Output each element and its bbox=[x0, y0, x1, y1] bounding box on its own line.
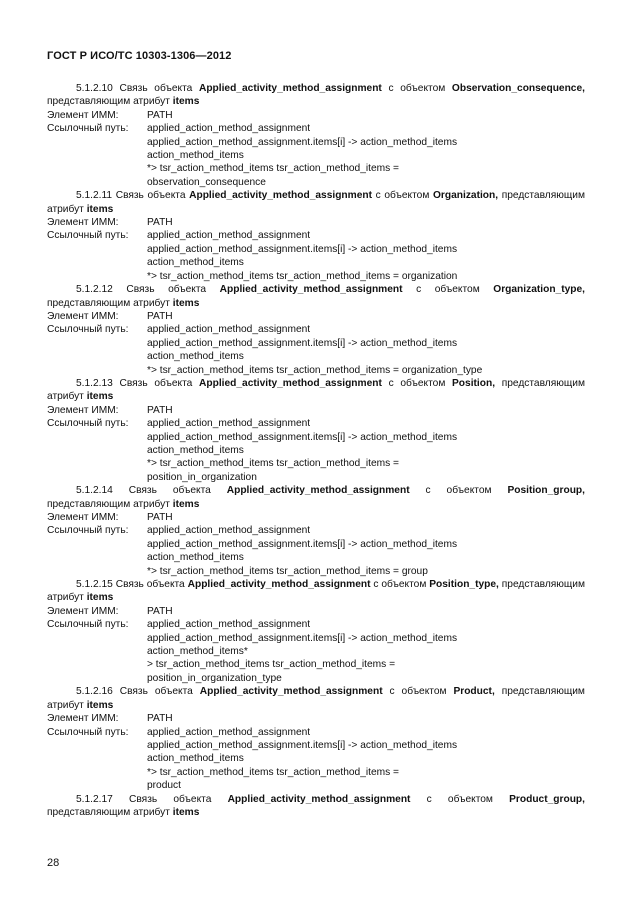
path-row bbox=[47, 431, 585, 444]
path-line: position_in_organization bbox=[147, 471, 257, 483]
section-attr: items bbox=[86, 699, 114, 711]
path-row bbox=[47, 337, 585, 350]
path-line: applied_action_method_assignment.items[i] -> action_method_items bbox=[147, 632, 458, 644]
imm-value: PATH bbox=[147, 512, 173, 523]
section-num: 5.1.2.14 bbox=[76, 485, 113, 497]
path-row bbox=[47, 176, 585, 189]
section-num: 5.1.2.11 bbox=[76, 190, 113, 202]
section-attr: items bbox=[172, 806, 200, 818]
path-line: product bbox=[147, 780, 181, 792]
path-label-spacer bbox=[47, 431, 147, 444]
section-heading bbox=[47, 82, 585, 109]
path-label-spacer bbox=[47, 350, 147, 363]
imm-value: PATH bbox=[147, 404, 173, 416]
section-pre: Связь объекта bbox=[119, 83, 193, 94]
section-heading bbox=[47, 685, 585, 712]
path-label-spacer bbox=[47, 270, 147, 283]
section-post: представляющим атрибут bbox=[47, 96, 170, 108]
imm-label: Элемент ИММ: bbox=[47, 404, 119, 416]
path-row bbox=[47, 538, 585, 551]
document-body bbox=[47, 82, 585, 819]
section-target: Product, bbox=[453, 686, 495, 698]
path-line: applied_action_method_assignment.items[i] -> action_method_items bbox=[147, 337, 458, 349]
section-pre: Связь объекта bbox=[128, 485, 211, 497]
section-pre: Связь объекта bbox=[126, 284, 207, 296]
path-row bbox=[47, 779, 585, 792]
imm-row bbox=[47, 605, 585, 618]
path-row bbox=[47, 162, 585, 175]
imm-row bbox=[47, 712, 585, 725]
path-label-spacer bbox=[47, 672, 147, 685]
path-line: *> tsr_action_method_items tsr_action_method_items = group bbox=[147, 565, 428, 577]
path-label-spacer bbox=[47, 658, 147, 671]
imm-row bbox=[47, 511, 585, 524]
page-number: 28 bbox=[47, 857, 60, 869]
path-row bbox=[47, 457, 585, 470]
path-line: applied_action_method_assignment bbox=[147, 619, 311, 631]
section-heading bbox=[47, 484, 585, 511]
path-line: action_method_items* bbox=[147, 646, 248, 658]
path-label-spacer bbox=[47, 766, 147, 779]
path-line: applied_action_method_assignment.items[i] -> action_method_items bbox=[147, 538, 458, 550]
section-heading bbox=[47, 578, 585, 605]
section-attr: items bbox=[86, 203, 114, 215]
path-row bbox=[47, 752, 585, 765]
imm-label: Элемент ИММ: bbox=[47, 310, 119, 322]
section-entity: Applied_activity_method_assignment bbox=[198, 83, 382, 94]
imm-value: PATH bbox=[147, 310, 173, 322]
section-heading bbox=[47, 377, 585, 404]
path-row bbox=[47, 524, 585, 537]
path-label-spacer bbox=[47, 471, 147, 484]
path-row bbox=[47, 350, 585, 363]
path-row bbox=[47, 149, 585, 162]
path-row bbox=[47, 658, 585, 671]
path-row bbox=[47, 256, 585, 269]
path-label: Ссылочный путь: bbox=[47, 619, 129, 631]
path-label-spacer bbox=[47, 645, 147, 658]
section-entity: Applied_activity_method_assignment bbox=[226, 485, 410, 497]
section-heading bbox=[47, 189, 585, 216]
section-num: 5.1.2.16 bbox=[76, 686, 113, 698]
section-attr: items bbox=[172, 498, 200, 510]
path-label: Ссылочный путь: bbox=[47, 726, 129, 738]
section-target: Position_group, bbox=[507, 485, 585, 497]
document-header: ГОСТ Р ИСО/ТС 10303-1306—2012 bbox=[47, 50, 232, 62]
path-line: applied_action_method_assignment.items[i] -> action_method_items bbox=[147, 136, 458, 148]
path-line: action_method_items bbox=[147, 753, 244, 765]
path-label-spacer bbox=[47, 752, 147, 765]
path-row bbox=[47, 551, 585, 564]
path-label-spacer bbox=[47, 149, 147, 162]
section-entity: Applied_activity_method_assignment bbox=[219, 284, 403, 296]
section-target: Organization_type, bbox=[493, 284, 585, 296]
section-attr: items bbox=[86, 391, 114, 403]
imm-label: Элемент ИММ: bbox=[47, 713, 119, 725]
section-post: представляющим атрибут bbox=[47, 806, 170, 818]
section-pre: Связь объекта bbox=[129, 793, 212, 805]
path-label-spacer bbox=[47, 136, 147, 149]
path-label-spacer bbox=[47, 551, 147, 564]
section-mid: с объектом bbox=[388, 83, 446, 94]
path-row bbox=[47, 565, 585, 578]
section-num: 5.1.2.17 bbox=[76, 793, 113, 805]
path-row bbox=[47, 136, 585, 149]
path-row bbox=[47, 417, 585, 430]
path-label: Ссылочный путь: bbox=[47, 230, 129, 242]
section-entity: Applied_activity_method_assignment bbox=[199, 686, 383, 698]
section-entity: Applied_activity_method_assignment bbox=[199, 377, 382, 389]
path-label-spacer bbox=[47, 538, 147, 551]
path-row bbox=[47, 645, 585, 658]
imm-value: PATH bbox=[147, 605, 173, 617]
section-mid: с объектом bbox=[389, 686, 447, 698]
path-line: *> tsr_action_method_items tsr_action_method_items = bbox=[147, 163, 399, 175]
section-num: 5.1.2.13 bbox=[76, 377, 113, 389]
path-row bbox=[47, 618, 585, 631]
section-post: представляющим атрибут bbox=[47, 579, 586, 604]
imm-label: Элемент ИММ: bbox=[47, 605, 119, 617]
section-mid: с объектом bbox=[388, 377, 446, 389]
path-line: applied_action_method_assignment bbox=[147, 726, 311, 738]
path-line: applied_action_method_assignment bbox=[147, 123, 311, 135]
path-line: applied_action_method_assignment.items[i] -> action_method_items bbox=[147, 243, 458, 255]
section-entity: Applied_activity_method_assignment bbox=[227, 793, 411, 805]
section-num: 5.1.2.12 bbox=[76, 284, 113, 296]
section-post: представляющим атрибут bbox=[47, 190, 585, 215]
path-line: action_method_items bbox=[147, 444, 244, 456]
section-attr: items bbox=[172, 297, 200, 309]
section-post: представляющим атрибут bbox=[47, 297, 170, 309]
path-label-spacer bbox=[47, 779, 147, 792]
path-row bbox=[47, 726, 585, 739]
section-entity: Applied_activity_method_assignment bbox=[189, 190, 372, 202]
path-line: *> tsr_action_method_items tsr_action_method_items = organization bbox=[147, 270, 458, 282]
section-heading bbox=[47, 283, 585, 310]
section-target: Product_group, bbox=[509, 793, 585, 805]
path-row bbox=[47, 739, 585, 752]
section-mid: с объектом bbox=[373, 579, 427, 591]
path-line: observation_consequence bbox=[147, 176, 266, 188]
path-label: Ссылочный путь: bbox=[47, 324, 129, 336]
path-row bbox=[47, 364, 585, 377]
path-row bbox=[47, 471, 585, 484]
section-pre: Связь объекта bbox=[119, 686, 193, 698]
path-label-spacer bbox=[47, 739, 147, 752]
section-heading bbox=[47, 793, 585, 820]
path-row bbox=[47, 122, 585, 135]
imm-value: PATH bbox=[147, 217, 173, 229]
section-pre: Связь объекта bbox=[119, 377, 193, 389]
imm-value: PATH bbox=[147, 109, 173, 121]
imm-row bbox=[47, 310, 585, 323]
imm-row bbox=[47, 404, 585, 417]
section-post: представляющим атрибут bbox=[47, 498, 170, 510]
path-label: Ссылочный путь: bbox=[47, 418, 129, 430]
imm-value: PATH bbox=[147, 713, 173, 725]
section-attr: items bbox=[86, 592, 114, 604]
path-line: *> tsr_action_method_items tsr_action_method_items = organization_type bbox=[147, 364, 483, 376]
section-target: Observation_consequence, bbox=[451, 83, 585, 94]
section-mid: с объектом bbox=[416, 284, 480, 296]
section-mid: с объектом bbox=[426, 793, 493, 805]
section-mid: с объектом bbox=[375, 190, 430, 202]
path-line: action_method_items bbox=[147, 150, 244, 162]
path-label-spacer bbox=[47, 632, 147, 645]
section-target: Organization, bbox=[432, 190, 499, 202]
path-line: *> tsr_action_method_items tsr_action_method_items = bbox=[147, 766, 399, 778]
path-line: action_method_items bbox=[147, 552, 244, 564]
path-row bbox=[47, 444, 585, 457]
path-label-spacer bbox=[47, 176, 147, 189]
section-post: представляющим атрибут bbox=[47, 377, 585, 403]
path-line: action_method_items bbox=[147, 351, 244, 363]
path-label-spacer bbox=[47, 243, 147, 256]
path-line: applied_action_method_assignment bbox=[147, 230, 311, 242]
path-row bbox=[47, 243, 585, 256]
path-label-spacer bbox=[47, 444, 147, 457]
path-line: applied_action_method_assignment.items[i] -> action_method_items bbox=[147, 739, 458, 751]
section-attr: items bbox=[172, 96, 200, 108]
section-pre: Связь объекта bbox=[115, 190, 186, 202]
path-line: *> tsr_action_method_items tsr_action_method_items = bbox=[147, 458, 399, 470]
path-row bbox=[47, 270, 585, 283]
section-pre: Связь объекта bbox=[115, 579, 185, 591]
path-row bbox=[47, 323, 585, 336]
section-num: 5.1.2.10 bbox=[76, 83, 113, 94]
section-target: Position, bbox=[452, 377, 496, 389]
path-line: position_in_organization_type bbox=[147, 672, 282, 684]
path-line: > tsr_action_method_items tsr_action_method_items = bbox=[147, 659, 396, 671]
section-post: представляющим атрибут bbox=[47, 686, 585, 711]
path-label-spacer bbox=[47, 337, 147, 350]
path-label: Ссылочный путь: bbox=[47, 123, 129, 135]
path-label-spacer bbox=[47, 256, 147, 269]
imm-row bbox=[47, 216, 585, 229]
path-row bbox=[47, 229, 585, 242]
section-target: Position_type, bbox=[429, 579, 499, 591]
path-line: applied_action_method_assignment.items[i] -> action_method_items bbox=[147, 431, 458, 443]
imm-row bbox=[47, 109, 585, 122]
path-row bbox=[47, 766, 585, 779]
imm-label: Элемент ИММ: bbox=[47, 217, 119, 229]
path-label-spacer bbox=[47, 457, 147, 470]
path-row bbox=[47, 672, 585, 685]
path-label-spacer bbox=[47, 565, 147, 578]
imm-label: Элемент ИММ: bbox=[47, 512, 119, 523]
path-line: applied_action_method_assignment bbox=[147, 324, 311, 336]
section-num: 5.1.2.15 bbox=[76, 579, 113, 591]
section-entity: Applied_activity_method_assignment bbox=[187, 579, 371, 591]
path-line: applied_action_method_assignment bbox=[147, 525, 311, 537]
path-label: Ссылочный путь: bbox=[47, 525, 129, 537]
section-mid: с объектом bbox=[425, 485, 492, 497]
imm-label: Элемент ИММ: bbox=[47, 109, 119, 121]
path-line: applied_action_method_assignment bbox=[147, 418, 311, 430]
path-line: action_method_items bbox=[147, 257, 244, 269]
path-label-spacer bbox=[47, 162, 147, 175]
path-row bbox=[47, 632, 585, 645]
path-label-spacer bbox=[47, 364, 147, 377]
